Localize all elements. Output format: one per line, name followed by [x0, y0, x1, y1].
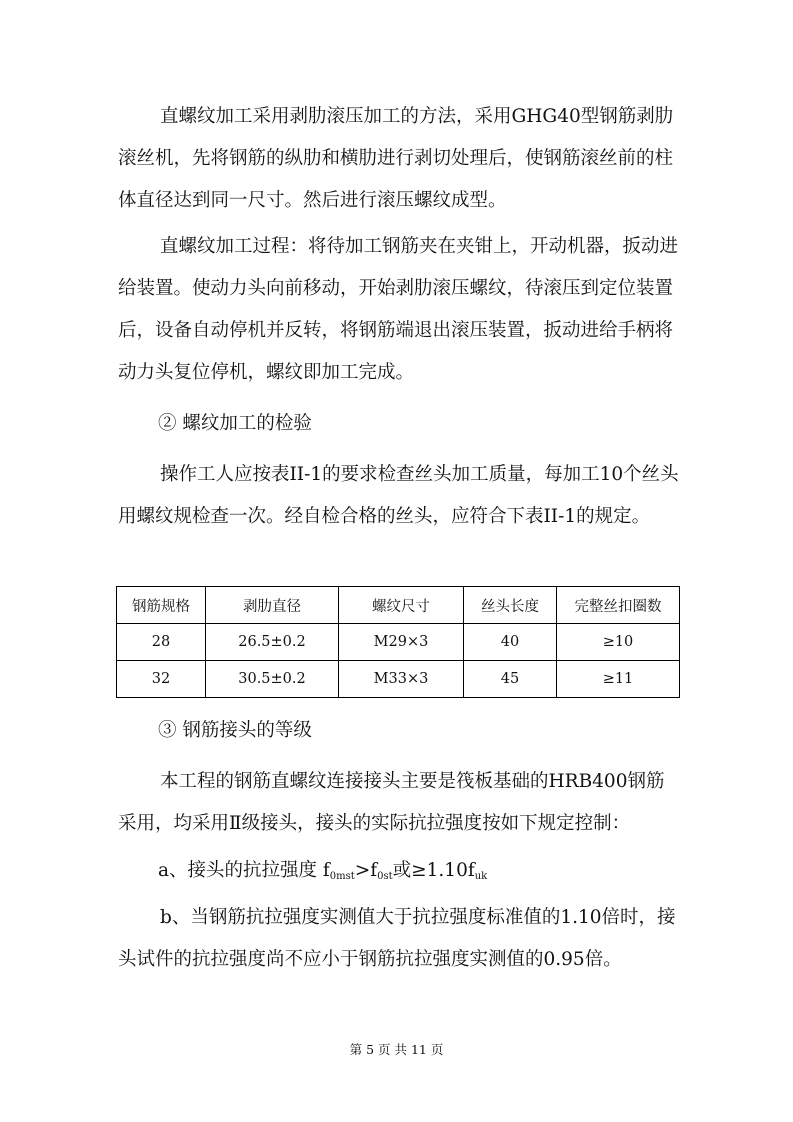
thread-spec-table — [116, 586, 680, 698]
heading-joint-grade: ③ 钢筋接头的等级 — [158, 720, 312, 741]
table-cell: 40 — [464, 624, 557, 661]
table-row — [117, 661, 680, 698]
paragraph-joint-grade-description: 本工程的钢筋直螺纹连接接头主要是筏板基础的HRB400钢筋采用，均采用Ⅱ级接头，接头的实际抗拉强度按如下规定控制： — [118, 771, 665, 834]
formula-a-tail: 或≥1.10f — [392, 860, 475, 881]
page-footer: 第 5 页 共 11 页 — [349, 1042, 444, 1057]
table-cell: M33×3 — [339, 661, 464, 698]
formula-a-sub-0st: 0st — [377, 871, 393, 882]
table-cell: 32 — [117, 661, 206, 698]
paragraph-inspection-requirements: 操作工人应按表II-1的要求检查丝头加工质量，每加工10个丝头用螺纹规检查一次。经自检合格的丝头，应符合下表II-1的规定。 — [118, 464, 679, 527]
paragraph-thread-processing-procedure: 直螺纹加工过程：将待加工钢筋夹在夹钳上，开动机器，扳动进给装置。使动力头向前移动，开始剥肋滚压螺纹，待滚压到定位装置后，设备自动停机并反转，将钢筋端退出滚压装置，扳动进给手柄将动力头复位停机，螺纹即加工完成。 — [118, 236, 679, 383]
formula-a-sub-0mst: 0mst — [329, 871, 355, 882]
table-header-cell: 丝头长度 — [464, 587, 557, 624]
heading-thread-inspection: ② 螺纹加工的检验 — [158, 413, 312, 434]
formula-line-a — [158, 850, 487, 898]
table-cell: 26.5±0.2 — [206, 624, 339, 661]
formula-a-mid: >f — [354, 860, 378, 881]
formula-a-sub-uk: uk — [474, 871, 488, 882]
table-header-row — [117, 587, 680, 624]
table-cell: 45 — [464, 661, 557, 698]
table-cell: ≥11 — [557, 661, 680, 698]
paragraph-thread-processing-method: 直螺纹加工采用剥肋滚压加工的方法，采用GHG40型钢筋剥肋滚丝机，先将钢筋的纵肋和横肋进行剥切处理后，使钢筋滚丝前的柱体直径达到同一尺寸。然后进行滚压螺纹成型。 — [118, 106, 674, 211]
table-cell: M29×3 — [339, 624, 464, 661]
table-cell: 30.5±0.2 — [206, 661, 339, 698]
formula-a-prefix: a、接头的抗拉强度 f — [158, 860, 330, 881]
table-cell: 28 — [117, 624, 206, 661]
paragraph-b-requirement: b、当钢筋抗拉强度实测值大于抗拉强度标准值的1.10倍时，接头试件的抗拉强度尚不应小于钢筋抗拉强度实测值的0.95倍。 — [118, 907, 676, 970]
table-header-cell: 完整丝扣圈数 — [557, 587, 680, 624]
table-cell: ≥10 — [557, 624, 680, 661]
table-header-cell: 剥肋直径 — [206, 587, 339, 624]
table-row — [117, 624, 680, 661]
table-header-cell: 钢筋规格 — [117, 587, 206, 624]
table-header-cell: 螺纹尺寸 — [339, 587, 464, 624]
